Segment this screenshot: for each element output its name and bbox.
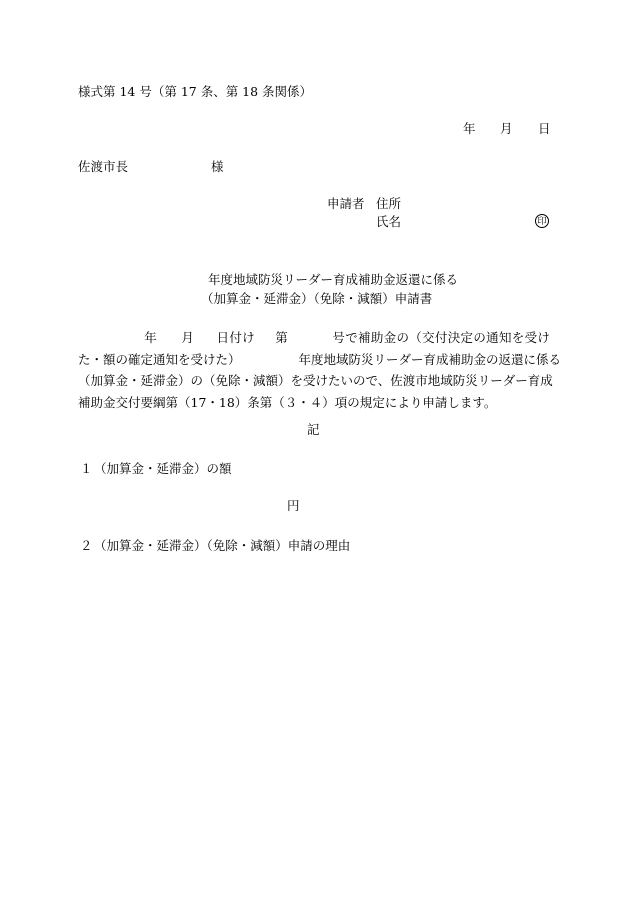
form-number: 様式第 14 号（第 17 条、第 18 条関係） xyxy=(78,84,313,99)
seal-icon: 印 xyxy=(535,214,549,228)
item-2-number: ２ xyxy=(80,538,93,553)
body-line-1 xyxy=(78,327,550,349)
body-year: 年 xyxy=(144,330,158,345)
document-title-line1: 年度地域防災リーダー育成補助金返還に係る xyxy=(208,272,459,287)
addressee-name: 佐渡市長 xyxy=(78,159,129,174)
date-year-label: 年 xyxy=(463,121,476,136)
body-paragraph xyxy=(78,327,562,413)
item-1-label: （加算金・延滞金）の額 xyxy=(94,461,232,476)
body-line-2b: 年度地域防災リーダー育成補助金の返還に係る xyxy=(298,351,562,367)
body-line-2a: た・額の確定通知を受けた） xyxy=(78,351,241,367)
body-line-1-rest: 号で補助金の（交付決定の通知を受け xyxy=(332,330,550,345)
item-2-label: （加算金・延滞金）（免除・減額）申請の理由 xyxy=(94,538,351,553)
date-month-label: 月 xyxy=(500,121,513,136)
applicant-address-label: 住所 xyxy=(376,196,402,211)
body-line-3: （加算金・延滞金）の（免除・減額）を受けたいので、佐渡市地域防災リーダー育成 xyxy=(78,373,553,388)
ki-heading: 記 xyxy=(307,422,320,437)
document-title-line2: （加算金・延滞金）（免除・減額）申請書 xyxy=(201,291,433,306)
date-day-label: 日 xyxy=(538,121,551,136)
item-1-number: １ xyxy=(80,461,93,476)
applicant-name-label: 氏名 xyxy=(376,214,402,229)
body-day: 日付け xyxy=(216,330,255,345)
yen-label: 円 xyxy=(287,498,300,513)
body-line-4: 補助金交付要綱第（17・18）条第（３・４）項の規定により申請します。 xyxy=(78,394,497,410)
body-line-2 xyxy=(78,349,562,371)
applicant-label: 申請者 xyxy=(327,196,365,211)
addressee-honorific: 様 xyxy=(211,159,224,174)
body-dai: 第 xyxy=(275,330,289,345)
body-month: 月 xyxy=(181,330,195,345)
